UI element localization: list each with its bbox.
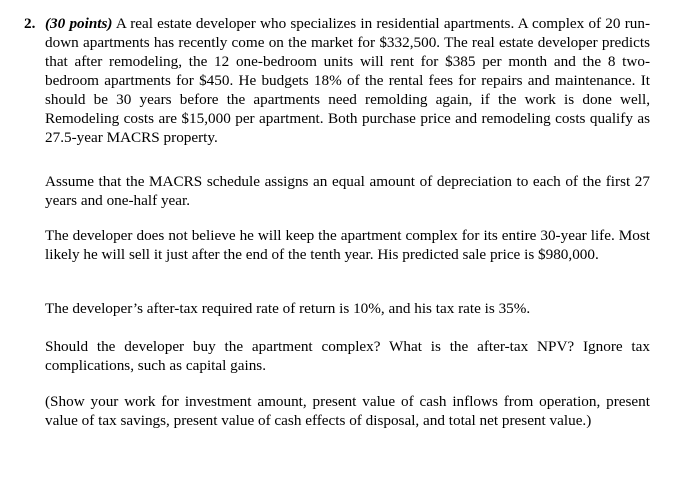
macrs-assumption-paragraph: Assume that the MACRS schedule assigns an equal amount of depreciation to each of the first 27 years and one-half year. [45, 173, 650, 209]
problem-intro-text: A real estate developer who specializes in residential apartments. A complex of 20 run-down apartments has recently come on the market for $332,500. The real estate developer predicts that after remodeling, the 12 one-bedroom units will rent for $385 per month and the 8 two-bedroom apartments for $450. He budgets 18% of the rental fees for repairs and maintenance. It should be 30 years before the apartments need remolding again, if the work is done well, Remodeling costs are $15,000 per apartment. Both purchase price and remodeling costs qualify as 27.5-year MACRS property. [45, 15, 650, 146]
problem-statement [45, 14, 650, 147]
instructions-paragraph: (Show your work for investment amount, present value of cash inflows from operation, present value of tax savings, present value of cash effects of disposal, and total net present value.) [45, 393, 650, 429]
points-label: (30 points) [45, 15, 113, 32]
question-paragraph: Should the developer buy the apartment complex? What is the after-tax NPV? Ignore tax complications, such as capital gains. [45, 338, 650, 374]
rate-paragraph: The developer’s after-tax required rate of return is 10%, and his tax rate is 35%. [45, 300, 531, 317]
sale-assumption-paragraph: The developer does not believe he will keep the apartment complex for its entire 30-year life. Most likely he will sell it just after the end of the tenth year. His predicted sale price is $980,000. [45, 227, 650, 263]
question-number: 2. [24, 15, 36, 32]
